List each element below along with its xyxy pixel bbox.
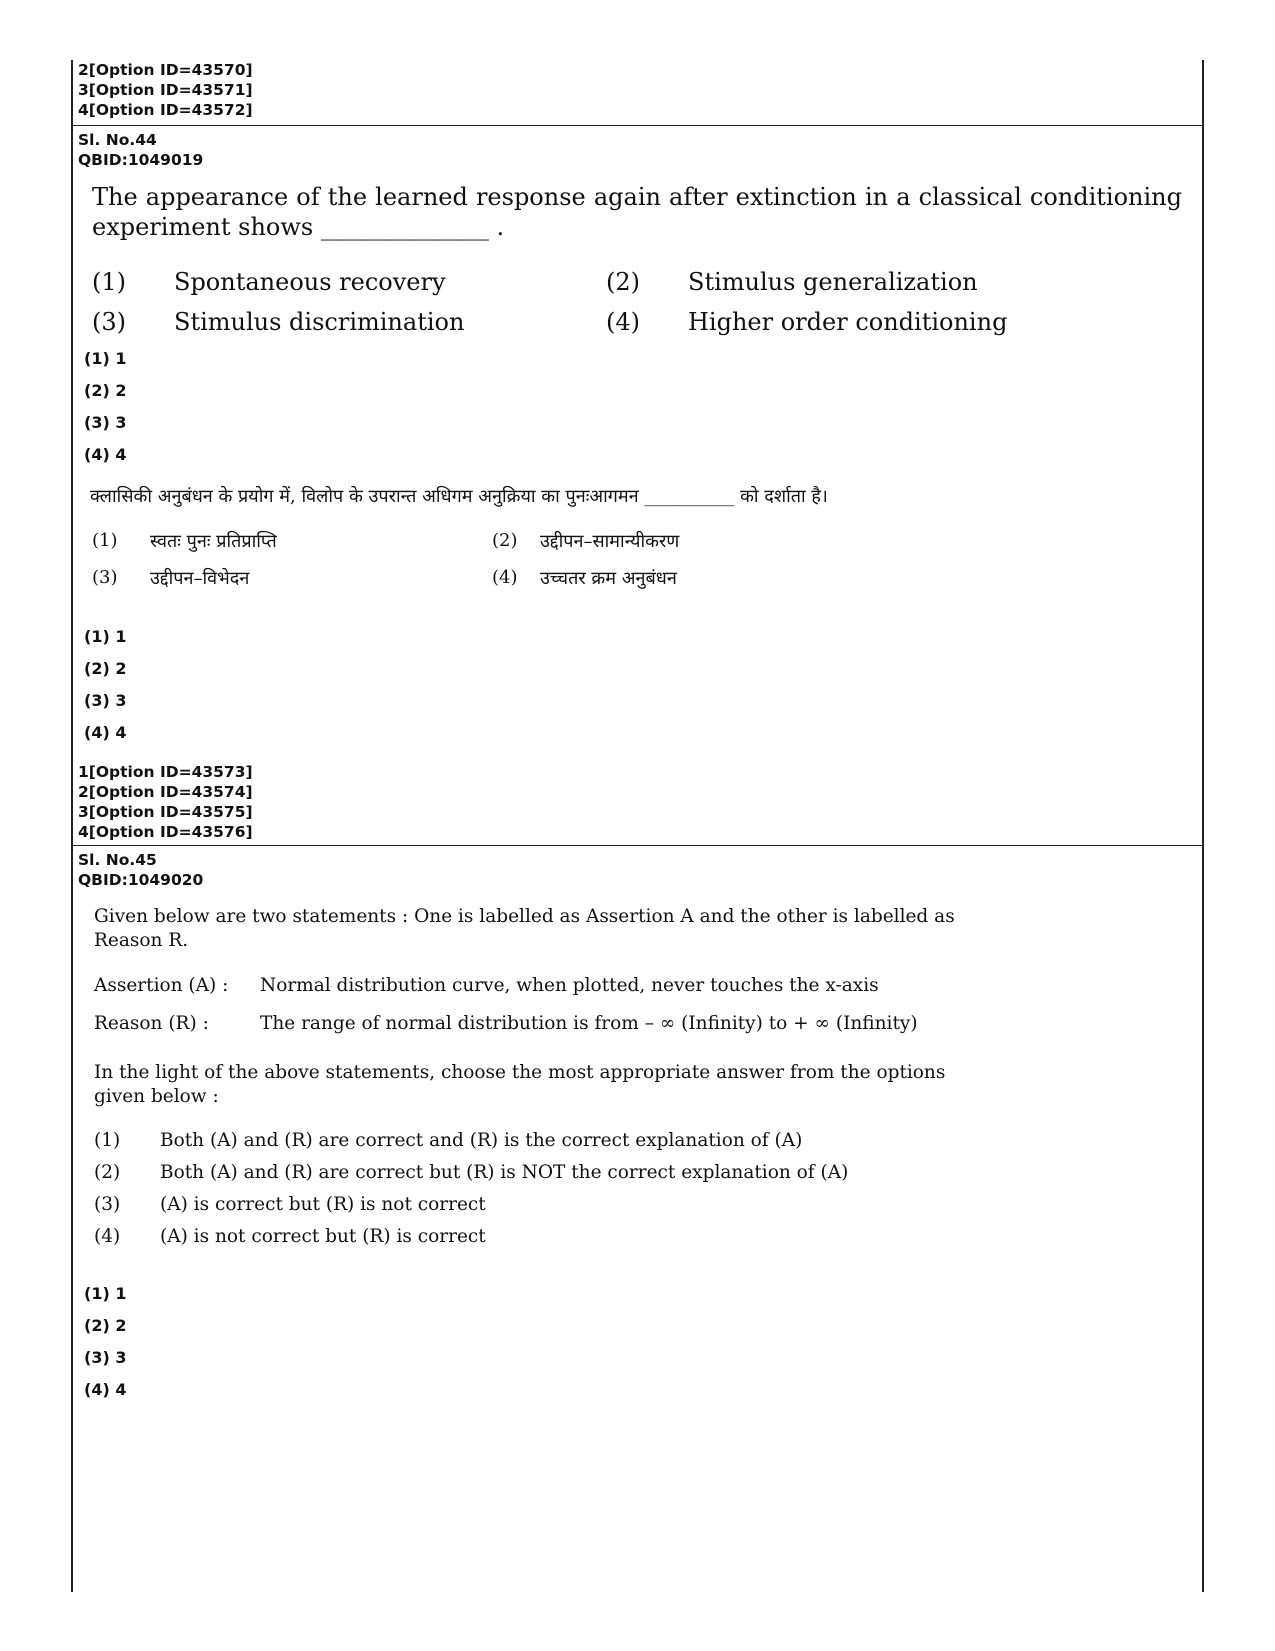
answer-choice[interactable]: (3) 3 bbox=[84, 413, 127, 432]
divider bbox=[71, 845, 1204, 846]
q45-answers bbox=[84, 1278, 126, 1406]
q45-options bbox=[94, 1125, 1094, 1253]
option-text: Both (A) and (R) are correct and (R) is the correct explanation of (A) bbox=[160, 1130, 803, 1151]
option-number: (2) bbox=[492, 530, 518, 551]
q44-answers-hi bbox=[84, 621, 126, 749]
option-number: (4) bbox=[606, 308, 640, 336]
top-option-ids bbox=[78, 60, 253, 120]
option-text: उद्दीपन–विभेदन bbox=[150, 567, 250, 589]
q44-question-en bbox=[92, 182, 1182, 242]
q44-end: . bbox=[496, 213, 505, 241]
answer-choice[interactable]: (4) 4 bbox=[84, 445, 127, 464]
option-text: Stimulus discrimination bbox=[174, 308, 465, 336]
option-number: (2) bbox=[606, 268, 640, 296]
answer-choice[interactable]: (4) 4 bbox=[84, 723, 127, 742]
reason-text: The range of normal distribution is from – ∞ (Infinity) to + ∞ (Infinity) bbox=[260, 1013, 918, 1034]
option-text: उच्चतर क्रम अनुबंधन bbox=[540, 567, 677, 589]
option-id: 3[Option ID=43575] bbox=[78, 803, 253, 821]
answer-choice[interactable]: (3) 3 bbox=[84, 691, 127, 710]
answer-choice[interactable]: (2) 2 bbox=[84, 1316, 127, 1335]
option-id: 4[Option ID=43576] bbox=[78, 823, 253, 841]
divider bbox=[71, 125, 1204, 126]
answer-choice[interactable]: (3) 3 bbox=[84, 1348, 127, 1367]
q44-options-en bbox=[92, 262, 1007, 342]
q44-header bbox=[78, 130, 203, 170]
q45-header bbox=[78, 850, 203, 890]
q44-question-text: The appearance of the learned response again after extinction in a classical conditioning experiment shows bbox=[92, 183, 1182, 241]
q45-qbid: QBID:1049020 bbox=[78, 871, 204, 889]
option-id: 1[Option ID=43573] bbox=[78, 763, 253, 781]
option-text: Stimulus generalization bbox=[688, 268, 978, 296]
option-id: 4[Option ID=43572] bbox=[78, 101, 253, 119]
q44-answers-en bbox=[84, 343, 126, 471]
q44-option-ids bbox=[78, 762, 253, 842]
option-number: (3) bbox=[94, 1194, 121, 1215]
option-number: (3) bbox=[92, 308, 126, 336]
answer-choice[interactable]: (4) 4 bbox=[84, 1380, 127, 1399]
q45-instruction: In the light of the above statements, choose the most appropriate answer from the options given below : bbox=[94, 1062, 946, 1107]
q45-slno: Sl. No.45 bbox=[78, 851, 157, 869]
option-text: Higher order conditioning bbox=[688, 308, 1008, 336]
answer-choice[interactable]: (1) 1 bbox=[84, 349, 127, 368]
option-id: 2[Option ID=43570] bbox=[78, 61, 253, 79]
assertion-label: Assertion (A) : bbox=[94, 975, 229, 996]
option-text: Spontaneous recovery bbox=[174, 268, 446, 296]
answer-choice[interactable]: (1) 1 bbox=[84, 627, 127, 646]
option-number: (1) bbox=[94, 1130, 121, 1151]
option-number: (1) bbox=[92, 268, 126, 296]
reason-label: Reason (R) : bbox=[94, 1013, 209, 1034]
answer-choice[interactable]: (1) 1 bbox=[84, 1284, 127, 1303]
answer-choice[interactable]: (2) 2 bbox=[84, 381, 127, 400]
option-text: (A) is correct but (R) is not correct bbox=[160, 1194, 486, 1215]
option-id: 2[Option ID=43574] bbox=[78, 783, 253, 801]
option-text: स्वतः पुनः प्रतिप्राप्ति bbox=[150, 530, 277, 552]
q44-slno: Sl. No.44 bbox=[78, 131, 157, 149]
option-text: Both (A) and (R) are correct but (R) is NOT the correct explanation of (A) bbox=[160, 1162, 849, 1183]
option-number: (1) bbox=[92, 530, 118, 551]
answer-choice[interactable]: (2) 2 bbox=[84, 659, 127, 678]
option-text: उद्दीपन–सामान्यीकरण bbox=[540, 530, 680, 552]
q44-options-hi bbox=[92, 522, 679, 596]
q45-intro: Given below are two statements : One is labelled as Assertion A and the other is labelled as Reason R. bbox=[94, 906, 955, 951]
option-id: 3[Option ID=43571] bbox=[78, 81, 253, 99]
option-number: (3) bbox=[92, 567, 118, 588]
q45-statements bbox=[94, 974, 1094, 1050]
q44-blank: ______________ bbox=[320, 213, 489, 241]
option-text: (A) is not correct but (R) is correct bbox=[160, 1226, 486, 1247]
q44-question-hi: क्लासिकी अनुबंधन के प्रयोग में, विलोप के उपरान्त अधिगम अनुक्रिया का पुनःआगमन __________ को दर्शाता है। bbox=[90, 486, 828, 507]
option-number: (4) bbox=[94, 1226, 121, 1247]
option-number: (4) bbox=[492, 567, 518, 588]
assertion-text: Normal distribution curve, when plotted, never touches the x-axis bbox=[260, 975, 879, 996]
q44-qbid: QBID:1049019 bbox=[78, 151, 204, 169]
option-number: (2) bbox=[94, 1162, 121, 1183]
